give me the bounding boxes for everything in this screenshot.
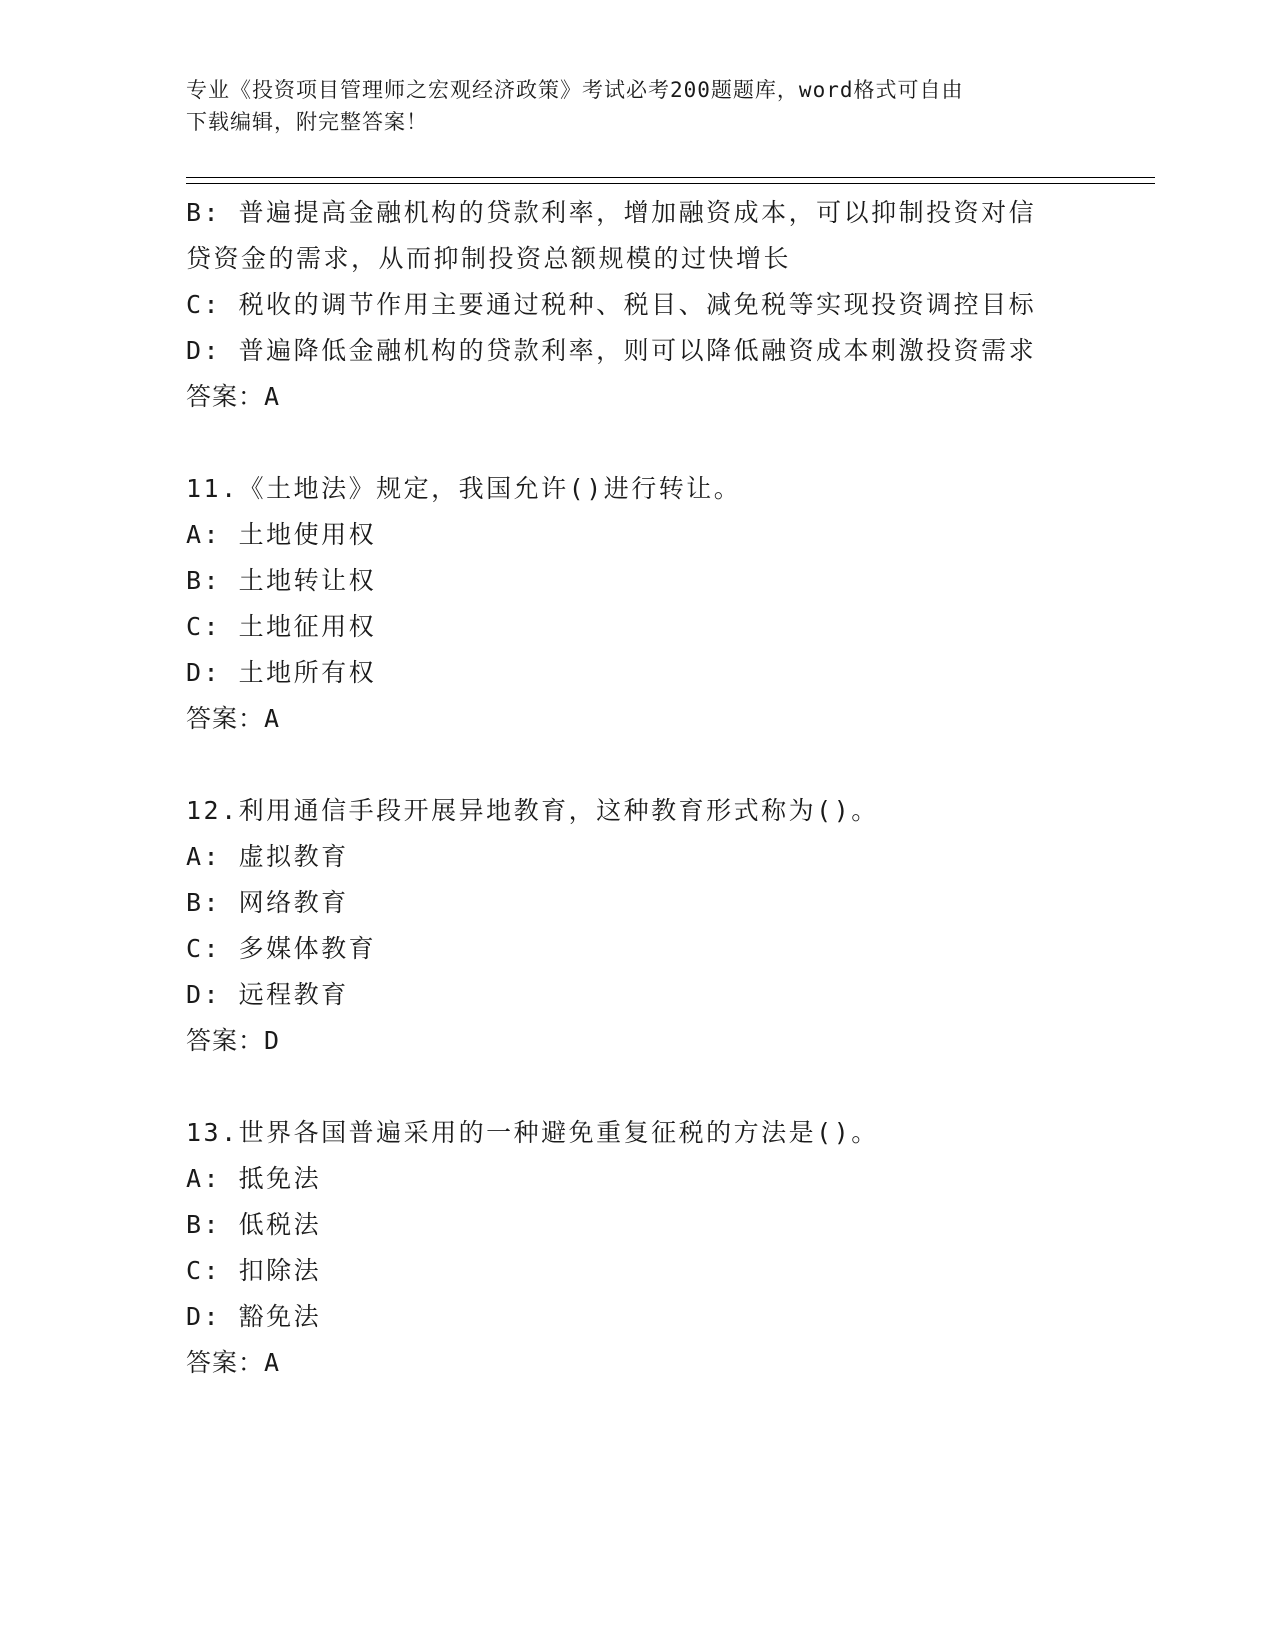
option-a: A: 土地使用权 <box>186 520 377 549</box>
question-content <box>186 190 1086 1386</box>
spacer <box>186 420 1086 466</box>
option-b: B: 土地转让权 <box>186 566 377 595</box>
question-stem: 13.世界各国普遍采用的一种避免重复征税的方法是()。 <box>186 1118 879 1147</box>
question-12 <box>186 788 1086 1064</box>
header-divider-top <box>186 177 1155 178</box>
answer-line: 答案：A <box>186 382 281 411</box>
spacer <box>186 742 1086 788</box>
answer-line: 答案：D <box>186 1026 281 1055</box>
header-divider-bottom <box>186 183 1155 184</box>
option-c: C: 税收的调节作用主要通过税种、税目、减免税等实现投资调控目标 <box>186 290 1037 319</box>
option-d: D: 土地所有权 <box>186 658 377 687</box>
header-title-line-1: 专业《投资项目管理师之宏观经济政策》考试必考200题题库，word格式可自由 <box>186 78 964 102</box>
option-a: A: 抵免法 <box>186 1164 322 1193</box>
question-11 <box>186 466 1086 742</box>
option-b: B: 低税法 <box>186 1210 322 1239</box>
question-13 <box>186 1110 1086 1386</box>
answer-line: 答案：A <box>186 704 281 733</box>
option-b-line-2: 贷资金的需求，从而抑制投资总额规模的过快增长 <box>186 244 792 273</box>
option-d: D: 普遍降低金融机构的贷款利率，则可以降低融资成本刺激投资需求 <box>186 336 1037 365</box>
question-stem: 12.利用通信手段开展异地教育，这种教育形式称为()。 <box>186 796 879 825</box>
option-a: A: 虚拟教育 <box>186 842 349 871</box>
spacer <box>186 1064 1086 1110</box>
header-title-line-2: 下载编辑，附完整答案！ <box>186 110 428 134</box>
option-b-line-1: B: 普遍提高金融机构的贷款利率，增加融资成本，可以抑制投资对信 <box>186 198 1037 227</box>
option-c: C: 土地征用权 <box>186 612 377 641</box>
option-d: D: 豁免法 <box>186 1302 322 1331</box>
option-c: C: 多媒体教育 <box>186 934 377 963</box>
option-c: C: 扣除法 <box>186 1256 322 1285</box>
question-stem: 11.《土地法》规定，我国允许()进行转让。 <box>186 474 742 503</box>
question-10-continued <box>186 190 1086 420</box>
option-b: B: 网络教育 <box>186 888 349 917</box>
option-d: D: 远程教育 <box>186 980 349 1009</box>
document-header <box>186 74 1066 138</box>
answer-line: 答案：A <box>186 1348 281 1377</box>
